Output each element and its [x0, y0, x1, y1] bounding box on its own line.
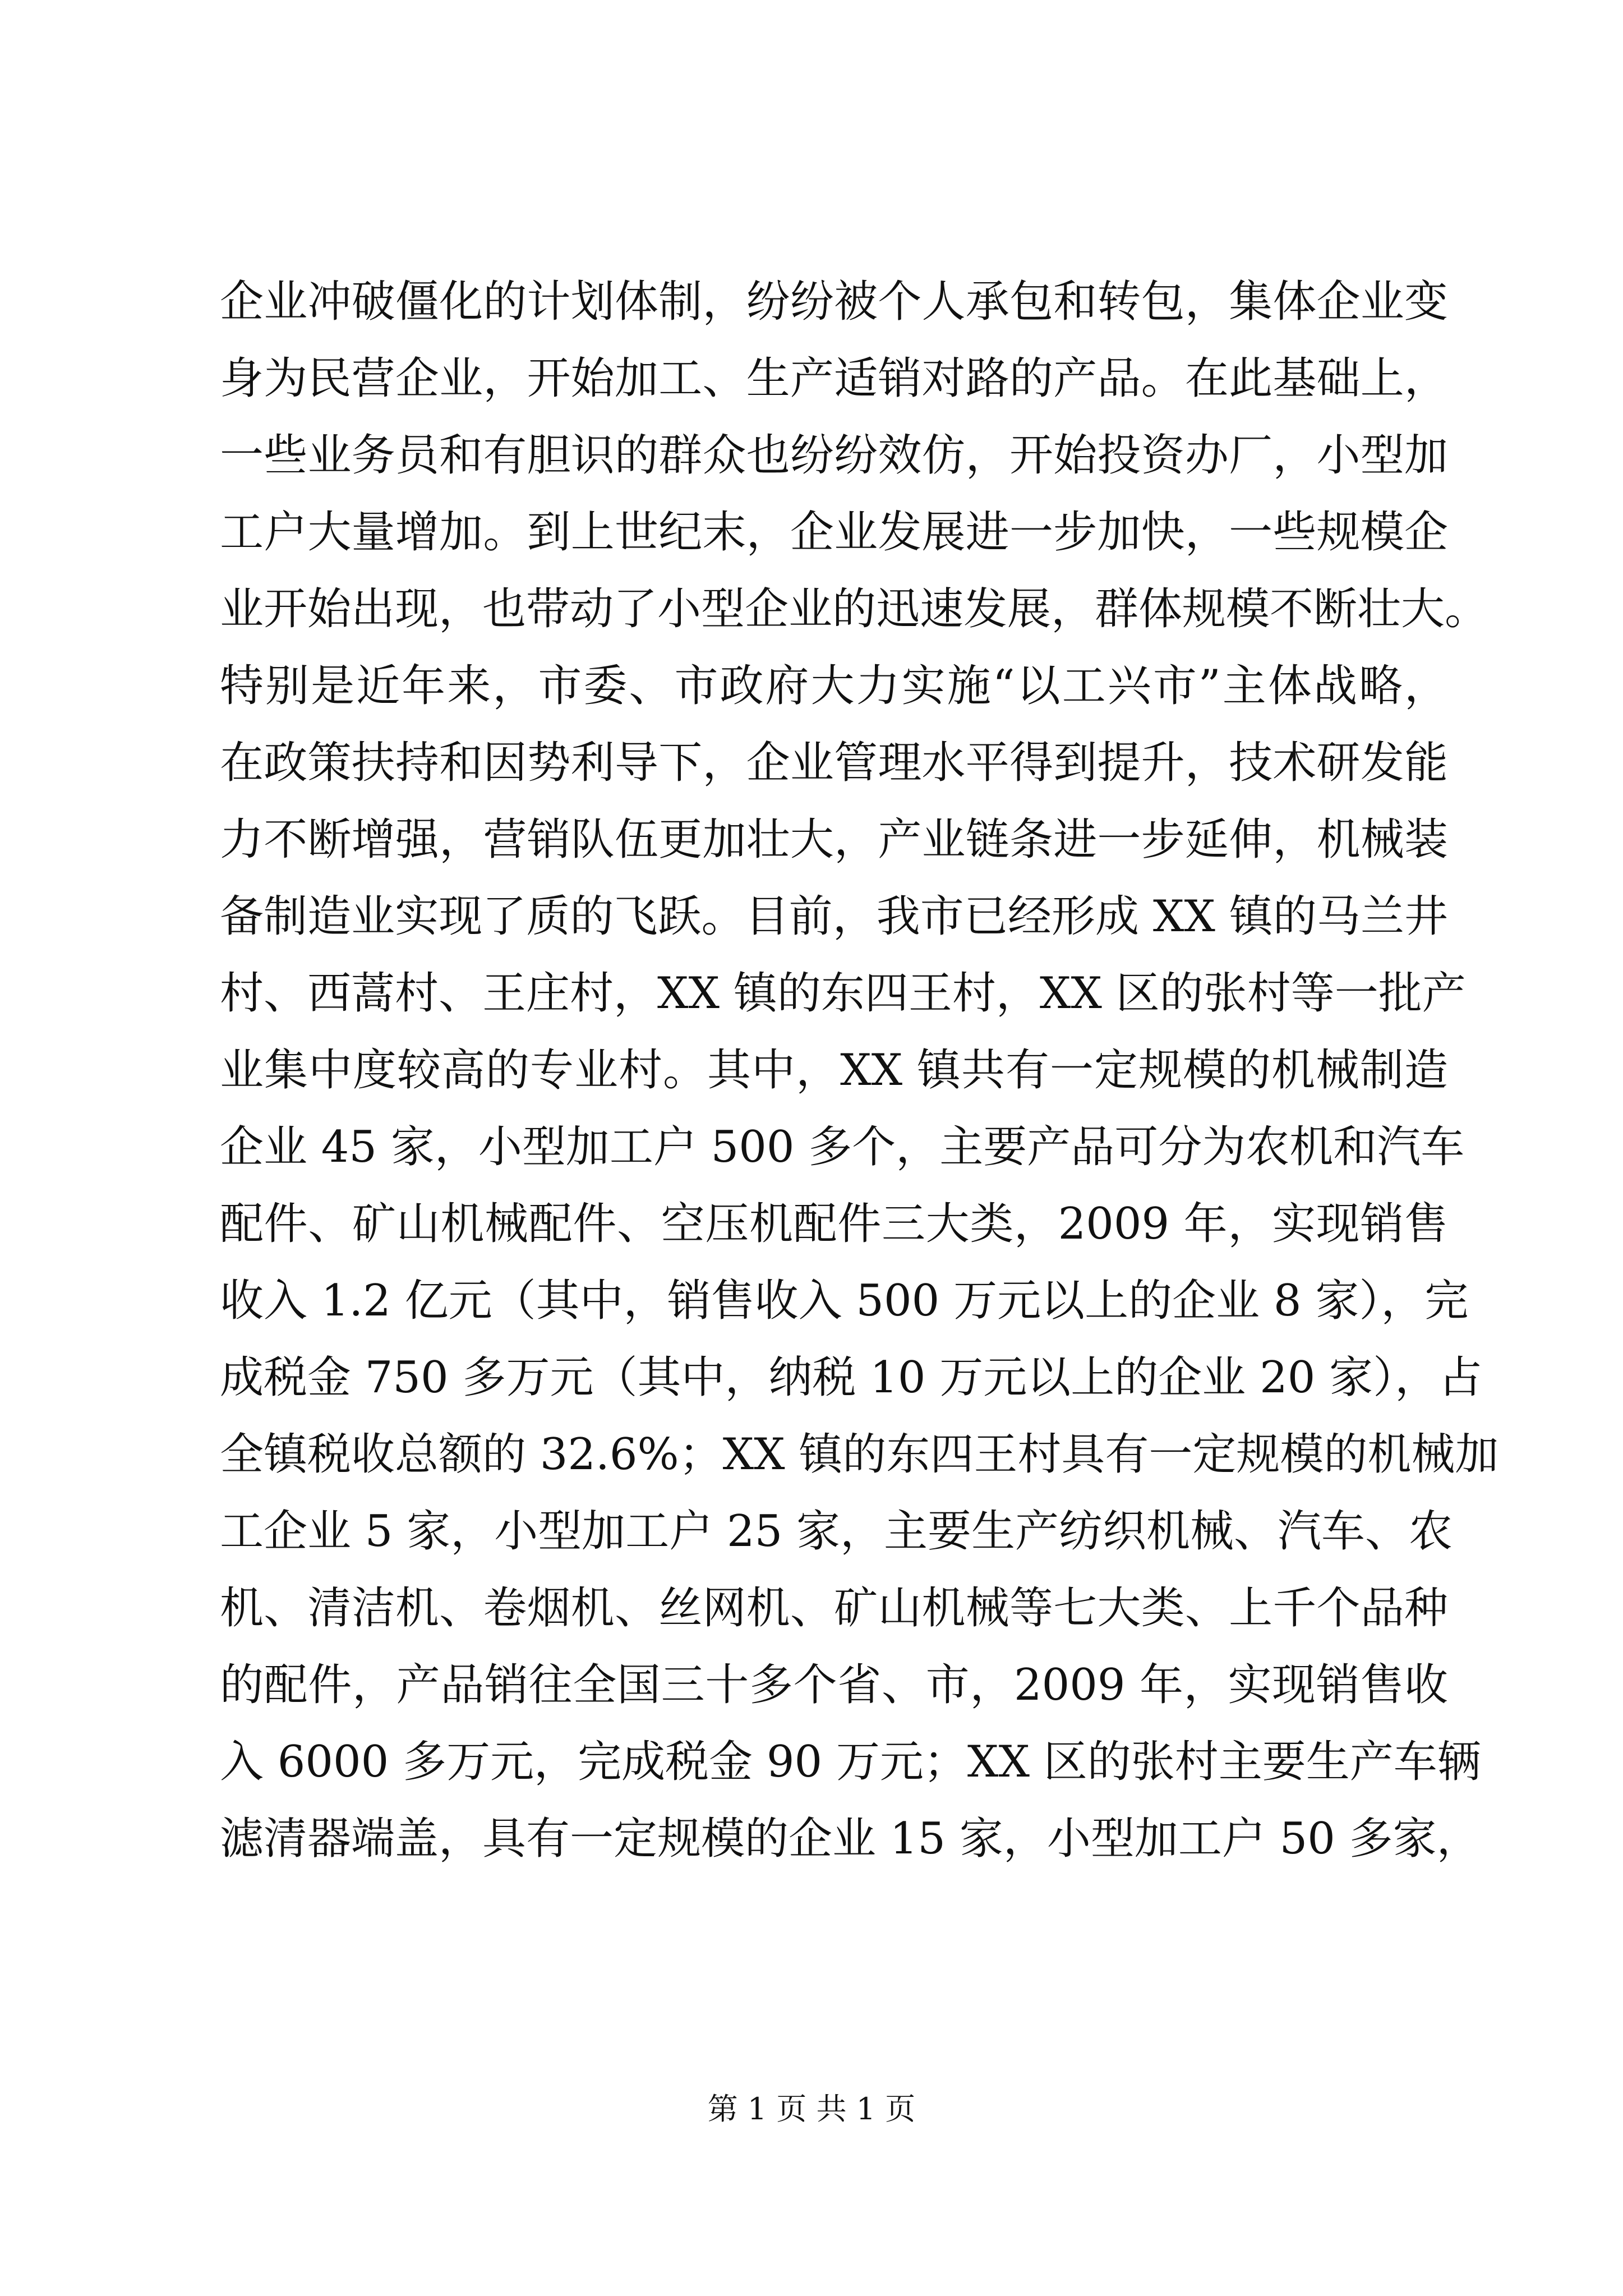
text-line: 全镇税收总额的 32.6%；XX 镇的东四王村具有一定规模的机械加 [220, 1429, 1499, 1480]
text-line: 村、西蒿村、王庄村，XX 镇的东四王村，XX 区的张村等一批产 [220, 968, 1466, 1019]
text-line: 工企业 5 家，小型加工户 25 家，主要生产纺织机械、汽车、农 [220, 1506, 1453, 1557]
text-line: 企业 45 家，小型加工户 500 多个，主要产品可分为农机和汽车 [220, 1122, 1465, 1172]
text-line: 一些业务员和有胆识的群众也纷纷效仿，开始投资办厂，小型加 [220, 430, 1448, 481]
text-line: 工户大量增加。到上世纪末，企业发展进一步加快，一些规模企 [220, 507, 1448, 558]
text-line: 滤清器端盖，具有一定规模的企业 15 家，小型加工户 50 多家， [220, 1814, 1481, 1864]
text-line: 配件、矿山机械配件、空压机配件三大类，2009 年，实现销售 [220, 1199, 1448, 1249]
text-line: 入 6000 多万元，完成税金 90 万元；XX 区的张村主要生产车辆 [220, 1737, 1481, 1787]
text-line: 的配件，产品销往全国三十多个省、市，2009 年，实现销售收 [220, 1660, 1448, 1710]
text-line: 身为民营企业，开始加工、生产适销对路的产品。在此基础上， [220, 353, 1448, 404]
text-line: 成税金 750 多万元（其中，纳税 10 万元以上的企业 20 家），占 [220, 1352, 1483, 1403]
text-line: 特别是近年来，市委、市政府大力实施“以工兴市”主体战略， [220, 661, 1448, 711]
text-line: 收入 1.2 亿元（其中，销售收入 500 万元以上的企业 8 家），完 [220, 1276, 1469, 1326]
text-line: 机、清洁机、卷烟机、丝网机、矿山机械等七大类、上千个品种 [220, 1583, 1448, 1634]
text-line: 在政策扶持和因势利导下，企业管理水平得到提升，技术研发能 [220, 738, 1448, 788]
page-footer: 第 1 页 共 1 页 [707, 2091, 916, 2127]
body-text [220, 264, 1499, 1878]
text-line: 备制造业实现了质的飞跃。目前，我市已经形成 XX 镇的马兰井 [220, 891, 1448, 942]
text-line: 力不断增强，营销队伍更加壮大，产业链条进一步延伸，机械装 [220, 815, 1448, 865]
text-line: 企业冲破僵化的计划体制，纷纷被个人承包和转包，集体企业变 [220, 277, 1448, 327]
text-line: 业开始出现，也带动了小型企业的迅速发展，群体规模不断壮大。 [220, 584, 1489, 634]
text-line: 业集中度较高的专业村。其中，XX 镇共有一定规模的机械制造 [220, 1045, 1448, 1096]
